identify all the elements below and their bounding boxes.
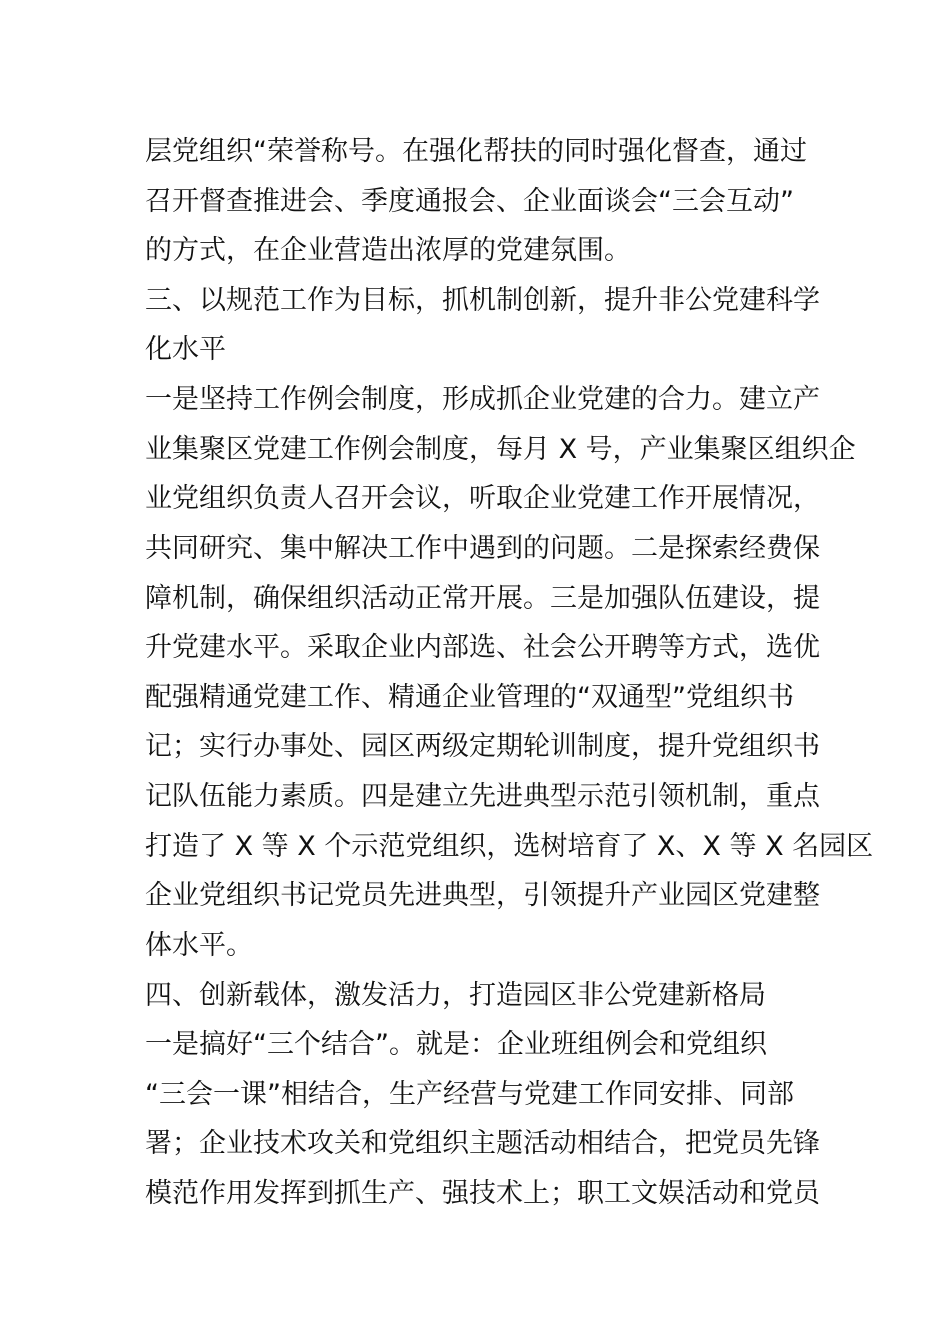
text-line: 召开督查推进会、季度通报会、企业面谈会“三会互动” — [145, 186, 794, 217]
text-line: 一是搞好“三个结合”。就是：企业班组例会和党组织 — [145, 1029, 767, 1060]
text-line: 共同研究、集中解决工作中遇到的问题。二是探索经费保 — [145, 533, 820, 564]
section-heading-4: 四、创新载体，激发活力，打造园区非公党建新格局 — [145, 980, 766, 1011]
section-heading-3: 三、以规范工作为目标，抓机制创新，提升非公党建科学 — [145, 285, 820, 316]
text-line: 企业党组织书记党员先进典型，引领提升产业园区党建整 — [145, 880, 820, 911]
text-line: 模范作用发挥到抓生产、强技术上；职工文娱活动和党员 — [145, 1178, 820, 1209]
text-line: 障机制，确保组织活动正常开展。三是加强队伍建设，提 — [145, 583, 820, 614]
text-line: “三会一课”相结合，生产经营与党建工作同安排、同部 — [145, 1079, 794, 1110]
text-line: 记队伍能力素质。四是建立先进典型示范引领机制，重点 — [145, 781, 820, 812]
text-line: 体水平。 — [145, 930, 253, 961]
text-line: 业党组织负责人召开会议，听取企业党建工作开展情况， — [145, 483, 820, 514]
text-line: 一是坚持工作例会制度，形成抓企业党建的合力。建立产 — [145, 384, 820, 415]
text-line: 署；企业技术攻关和党组织主题活动相结合，把党员先锋 — [145, 1128, 820, 1159]
text-line: 业集聚区党建工作例会制度，每月 X 号，产业集聚区组织企 — [145, 434, 856, 465]
text-line: 配强精通党建工作、精通企业管理的“双通型”党组织书 — [145, 682, 794, 713]
text-line: 打造了 X 等 X 个示范党组织，选树培育了 X、X 等 X 名园区 — [145, 831, 874, 862]
text-line: 的方式，在企业营造出浓厚的党建氛围。 — [145, 235, 631, 266]
section-heading-3-cont: 化水平 — [145, 334, 226, 365]
text-line: 层党组织“荣誉称号。在强化帮扶的同时强化督查，通过 — [145, 136, 807, 167]
text-line: 升党建水平。采取企业内部选、社会公开聘等方式，选优 — [145, 632, 820, 663]
text-line: 记；实行办事处、园区两级定期轮训制度，提升党组织书 — [145, 731, 820, 762]
